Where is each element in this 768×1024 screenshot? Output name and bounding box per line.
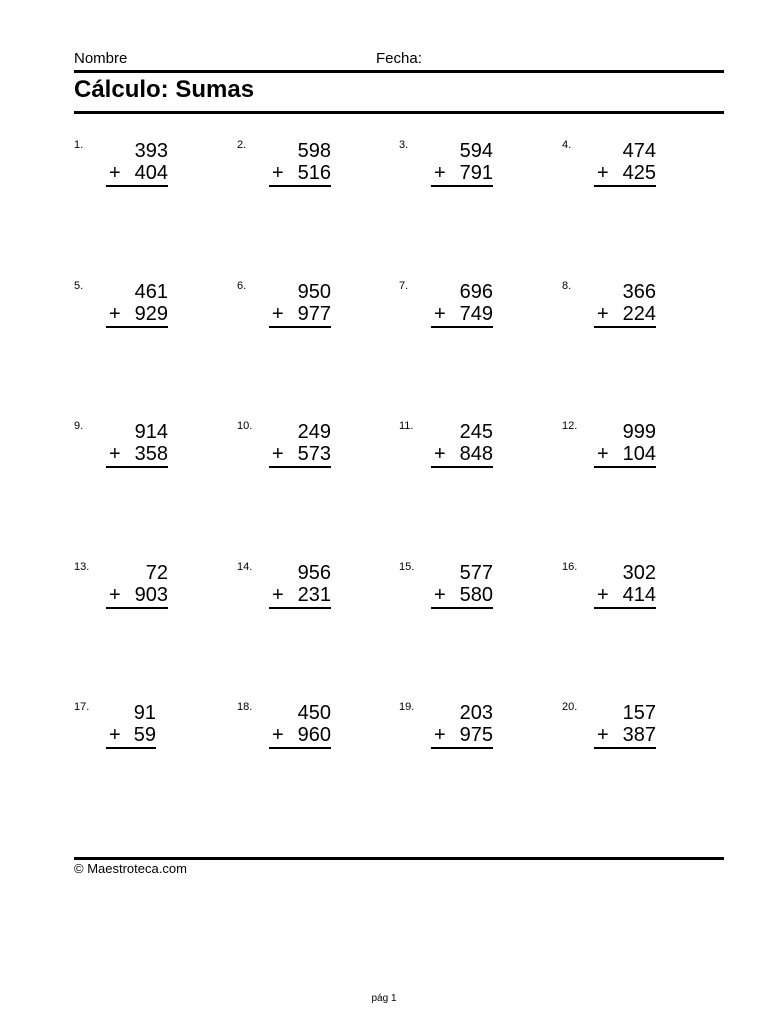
- plus-sign: +: [434, 162, 446, 184]
- problem-5: [74, 279, 194, 339]
- problem-13: [74, 560, 194, 620]
- sum-line: [106, 466, 168, 468]
- problem-16: [562, 560, 682, 620]
- problem-7: [399, 279, 519, 339]
- problem-1: [74, 138, 194, 198]
- addend-bottom-row: [106, 303, 168, 325]
- addend-bottom: 59: [133, 724, 156, 746]
- addend-bottom: 231: [297, 584, 331, 606]
- addend-top: 461: [134, 281, 168, 303]
- header-top-rule: [74, 70, 724, 73]
- problem-20: [562, 700, 682, 760]
- addend-top: 249: [297, 421, 331, 443]
- problem-10: [237, 419, 357, 479]
- problem-number: 2.: [237, 139, 247, 151]
- addend-bottom: 848: [459, 443, 493, 465]
- addend-bottom-row: [269, 584, 331, 606]
- problem-number: 16.: [562, 561, 578, 573]
- addend-bottom: 749: [459, 303, 493, 325]
- plus-sign: +: [272, 162, 284, 184]
- addend-bottom: 404: [134, 162, 168, 184]
- sum-line: [106, 326, 168, 328]
- addend-bottom: 414: [622, 584, 656, 606]
- problem-number: 10.: [237, 420, 253, 432]
- problem-18: [237, 700, 357, 760]
- problem-number: 5.: [74, 280, 84, 292]
- plus-sign: +: [597, 162, 609, 184]
- addend-bottom: 960: [297, 724, 331, 746]
- addend-bottom-row: [106, 724, 156, 746]
- problem-number: 14.: [237, 561, 253, 573]
- plus-sign: +: [272, 443, 284, 465]
- copyright-text: © Maestroteca.com: [74, 861, 187, 876]
- addend-bottom: 977: [297, 303, 331, 325]
- problem-12: [562, 419, 682, 479]
- problem-17: [74, 700, 194, 760]
- sum-line: [269, 607, 331, 609]
- problem-6: [237, 279, 357, 339]
- plus-sign: +: [272, 303, 284, 325]
- addend-top: 393: [134, 140, 168, 162]
- sum-line: [431, 326, 493, 328]
- addend-bottom-row: [594, 724, 656, 746]
- addend-bottom: 975: [459, 724, 493, 746]
- problem-19: [399, 700, 519, 760]
- sum-line: [594, 607, 656, 609]
- problem-3: [399, 138, 519, 198]
- addend-bottom: 573: [297, 443, 331, 465]
- addend-top: 956: [297, 562, 331, 584]
- plus-sign: +: [109, 162, 121, 184]
- plus-sign: +: [597, 584, 609, 606]
- addend-bottom-row: [431, 443, 493, 465]
- plus-sign: +: [597, 303, 609, 325]
- plus-sign: +: [597, 443, 609, 465]
- name-label: Nombre: [74, 50, 128, 67]
- plus-sign: +: [109, 584, 121, 606]
- problem-number: 7.: [399, 280, 409, 292]
- sum-line: [269, 185, 331, 187]
- plus-sign: +: [109, 724, 121, 746]
- addend-bottom-row: [594, 303, 656, 325]
- addend-bottom-row: [431, 162, 493, 184]
- sum-line: [431, 607, 493, 609]
- addend-top: 157: [622, 702, 656, 724]
- addend-top: 366: [622, 281, 656, 303]
- addend-top: 302: [622, 562, 656, 584]
- problem-number: 17.: [74, 701, 90, 713]
- addend-bottom: 104: [622, 443, 656, 465]
- sum-line: [594, 466, 656, 468]
- problem-number: 19.: [399, 701, 415, 713]
- sum-line: [269, 747, 331, 749]
- problem-grid: [74, 138, 724, 838]
- problem-9: [74, 419, 194, 479]
- addend-top: 450: [297, 702, 331, 724]
- addend-bottom: 903: [134, 584, 168, 606]
- date-label: Fecha:: [376, 50, 422, 67]
- plus-sign: +: [597, 724, 609, 746]
- problem-11: [399, 419, 519, 479]
- sum-line: [106, 747, 156, 749]
- addend-bottom-row: [431, 303, 493, 325]
- plus-sign: +: [434, 443, 446, 465]
- problem-number: 20.: [562, 701, 578, 713]
- addend-bottom: 387: [622, 724, 656, 746]
- addend-bottom: 791: [459, 162, 493, 184]
- addend-bottom-row: [431, 584, 493, 606]
- sum-line: [269, 326, 331, 328]
- problem-15: [399, 560, 519, 620]
- plus-sign: +: [109, 443, 121, 465]
- problem-number: 8.: [562, 280, 572, 292]
- sum-line: [106, 607, 168, 609]
- addend-top: 696: [459, 281, 493, 303]
- problem-number: 18.: [237, 701, 253, 713]
- plus-sign: +: [434, 724, 446, 746]
- addend-top: 72: [145, 562, 168, 584]
- sum-line: [594, 747, 656, 749]
- sum-line: [431, 747, 493, 749]
- sum-line: [269, 466, 331, 468]
- addend-top: 950: [297, 281, 331, 303]
- problem-number: 13.: [74, 561, 90, 573]
- plus-sign: +: [272, 724, 284, 746]
- addend-top: 577: [459, 562, 493, 584]
- addend-top: 474: [622, 140, 656, 162]
- problem-2: [237, 138, 357, 198]
- addend-bottom: 358: [134, 443, 168, 465]
- problem-number: 15.: [399, 561, 415, 573]
- sum-line: [594, 185, 656, 187]
- addend-bottom: 516: [297, 162, 331, 184]
- addend-top: 203: [459, 702, 493, 724]
- page-title: Cálculo: Sumas: [74, 76, 255, 103]
- sum-line: [431, 466, 493, 468]
- addend-bottom-row: [594, 443, 656, 465]
- addend-bottom-row: [594, 162, 656, 184]
- problem-number: 9.: [74, 420, 84, 432]
- header-bottom-rule: [74, 111, 724, 114]
- addend-top: 91: [133, 702, 156, 724]
- addend-bottom-row: [269, 724, 331, 746]
- problem-number: 1.: [74, 139, 84, 151]
- addend-bottom-row: [106, 584, 168, 606]
- page-number: pág 1: [371, 993, 397, 1004]
- addend-bottom-row: [106, 162, 168, 184]
- plus-sign: +: [434, 584, 446, 606]
- addend-bottom-row: [269, 303, 331, 325]
- addend-bottom: 425: [622, 162, 656, 184]
- addend-bottom: 224: [622, 303, 656, 325]
- addend-bottom: 929: [134, 303, 168, 325]
- problem-14: [237, 560, 357, 620]
- plus-sign: +: [272, 584, 284, 606]
- addend-top: 914: [134, 421, 168, 443]
- problem-4: [562, 138, 682, 198]
- problem-number: 11.: [399, 420, 414, 432]
- problem-number: 4.: [562, 139, 572, 151]
- addend-bottom-row: [431, 724, 493, 746]
- addend-bottom-row: [106, 443, 168, 465]
- problem-number: 6.: [237, 280, 247, 292]
- addend-top: 245: [459, 421, 493, 443]
- sum-line: [106, 185, 168, 187]
- addend-top: 594: [459, 140, 493, 162]
- addend-bottom-row: [594, 584, 656, 606]
- addend-bottom: 580: [459, 584, 493, 606]
- sum-line: [431, 185, 493, 187]
- problem-number: 3.: [399, 139, 409, 151]
- problem-number: 12.: [562, 420, 578, 432]
- problem-8: [562, 279, 682, 339]
- addend-top: 999: [622, 421, 656, 443]
- plus-sign: +: [434, 303, 446, 325]
- addend-top: 598: [297, 140, 331, 162]
- footer-rule: [74, 857, 724, 860]
- plus-sign: +: [109, 303, 121, 325]
- sum-line: [594, 326, 656, 328]
- addend-bottom-row: [269, 443, 331, 465]
- addend-bottom-row: [269, 162, 331, 184]
